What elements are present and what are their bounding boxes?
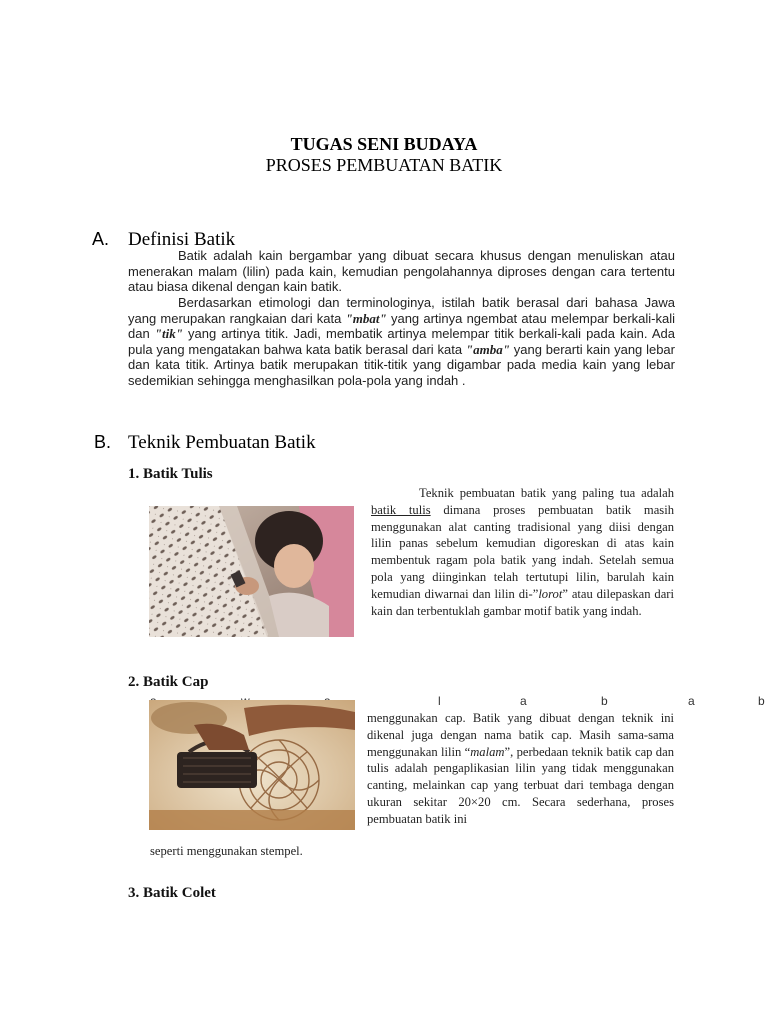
batik-cap-last-line: seperti menggunakan stempel. [150, 844, 303, 858]
batik-colet-heading: 3. Batik Colet [128, 885, 216, 901]
section-a-heading: Definisi Batik [128, 229, 236, 250]
batik-cap-photo [149, 700, 355, 830]
batik-tulis-link[interactable]: batik tulis [371, 502, 431, 517]
batik-cap-paragraph: menggunakan cap. Batik yang dibuat dengan teknik ini dikenal juga dengan nama batik cap. Masih sama-sama menggunakan lilin “malam”, perbedaan teknik batik cap dan tulis adalah pengaplikasian lilin yang tidak menggunakan canting, melainkan cap yang terbuat dari tembaga dengan ukuran sekitar 20×20 cm. Secara sederhana, proses pembuatan batik ini [367, 711, 674, 826]
definition-paragraph-2: Berdasarkan etimologi dan terminologinya, istilah batik berasal dari bahasa Jawa yang merupakan rangkaian dari kata "mbat" yang artinya ngembat atau melempar berkali-kali dan "tik" yang artinya titik. Jadi, membatik artinya melempar titik berkali-kali pada kain. Ada pula yang mengatakan bahwa kata batik berasal dari kata "amba" yang berarti kain yang lebar dan kata titik. Artinya batik merupakan titik-titik yang digambar pada media kain yang lebar sedemikian sehingga menghasilkan pola-pola yang indah . [128, 295, 676, 388]
batik-cap-spaced-line: l a b a b [438, 694, 765, 708]
batik-tulis-paragraph: Teknik pembuatan batik yang paling tua adalah batik tulis dimana proses pembuatan batik masih menggunakan alat canting tradisional yang diisi dengan lilin panas sebelum kemudian digoreskan di atas kain membentuk ragam pola batik yang indah. Setelah semua pola yang diinginkan telah tertutupi lilin, barulah kain kemudian diwarnai dan lilin di-”lorot” atau dilepaskan dari kain dan terbentuklah gambar motif batik yang indah. [371, 486, 674, 618]
batik-tulis-photo [149, 506, 354, 637]
document-title: TUGAS SENI BUDAYA [290, 134, 478, 154]
document-subtitle: PROSES PEMBUATAN BATIK [265, 155, 503, 175]
term-tik: "tik" [154, 326, 183, 342]
section-b-heading: Teknik Pembuatan Batik [128, 432, 316, 453]
batik-cap-heading: 2. Batik Cap [128, 674, 209, 690]
section-a-letter: A. [92, 229, 110, 249]
term-mbat: "mbat" [345, 310, 387, 326]
section-b-letter: B. [94, 432, 112, 452]
batik-tulis-heading: 1. Batik Tulis [128, 466, 213, 482]
definition-paragraph-1: Batik adalah kain bergambar yang dibuat secara khusus dengan menuliskan atau menerakan malam (lilin) pada kain, kemudian pengolahannya diproses dengan cara tertentu atau biasa dikenal dengan kain batik. [128, 248, 675, 295]
term-amba: "amba" [465, 341, 510, 357]
